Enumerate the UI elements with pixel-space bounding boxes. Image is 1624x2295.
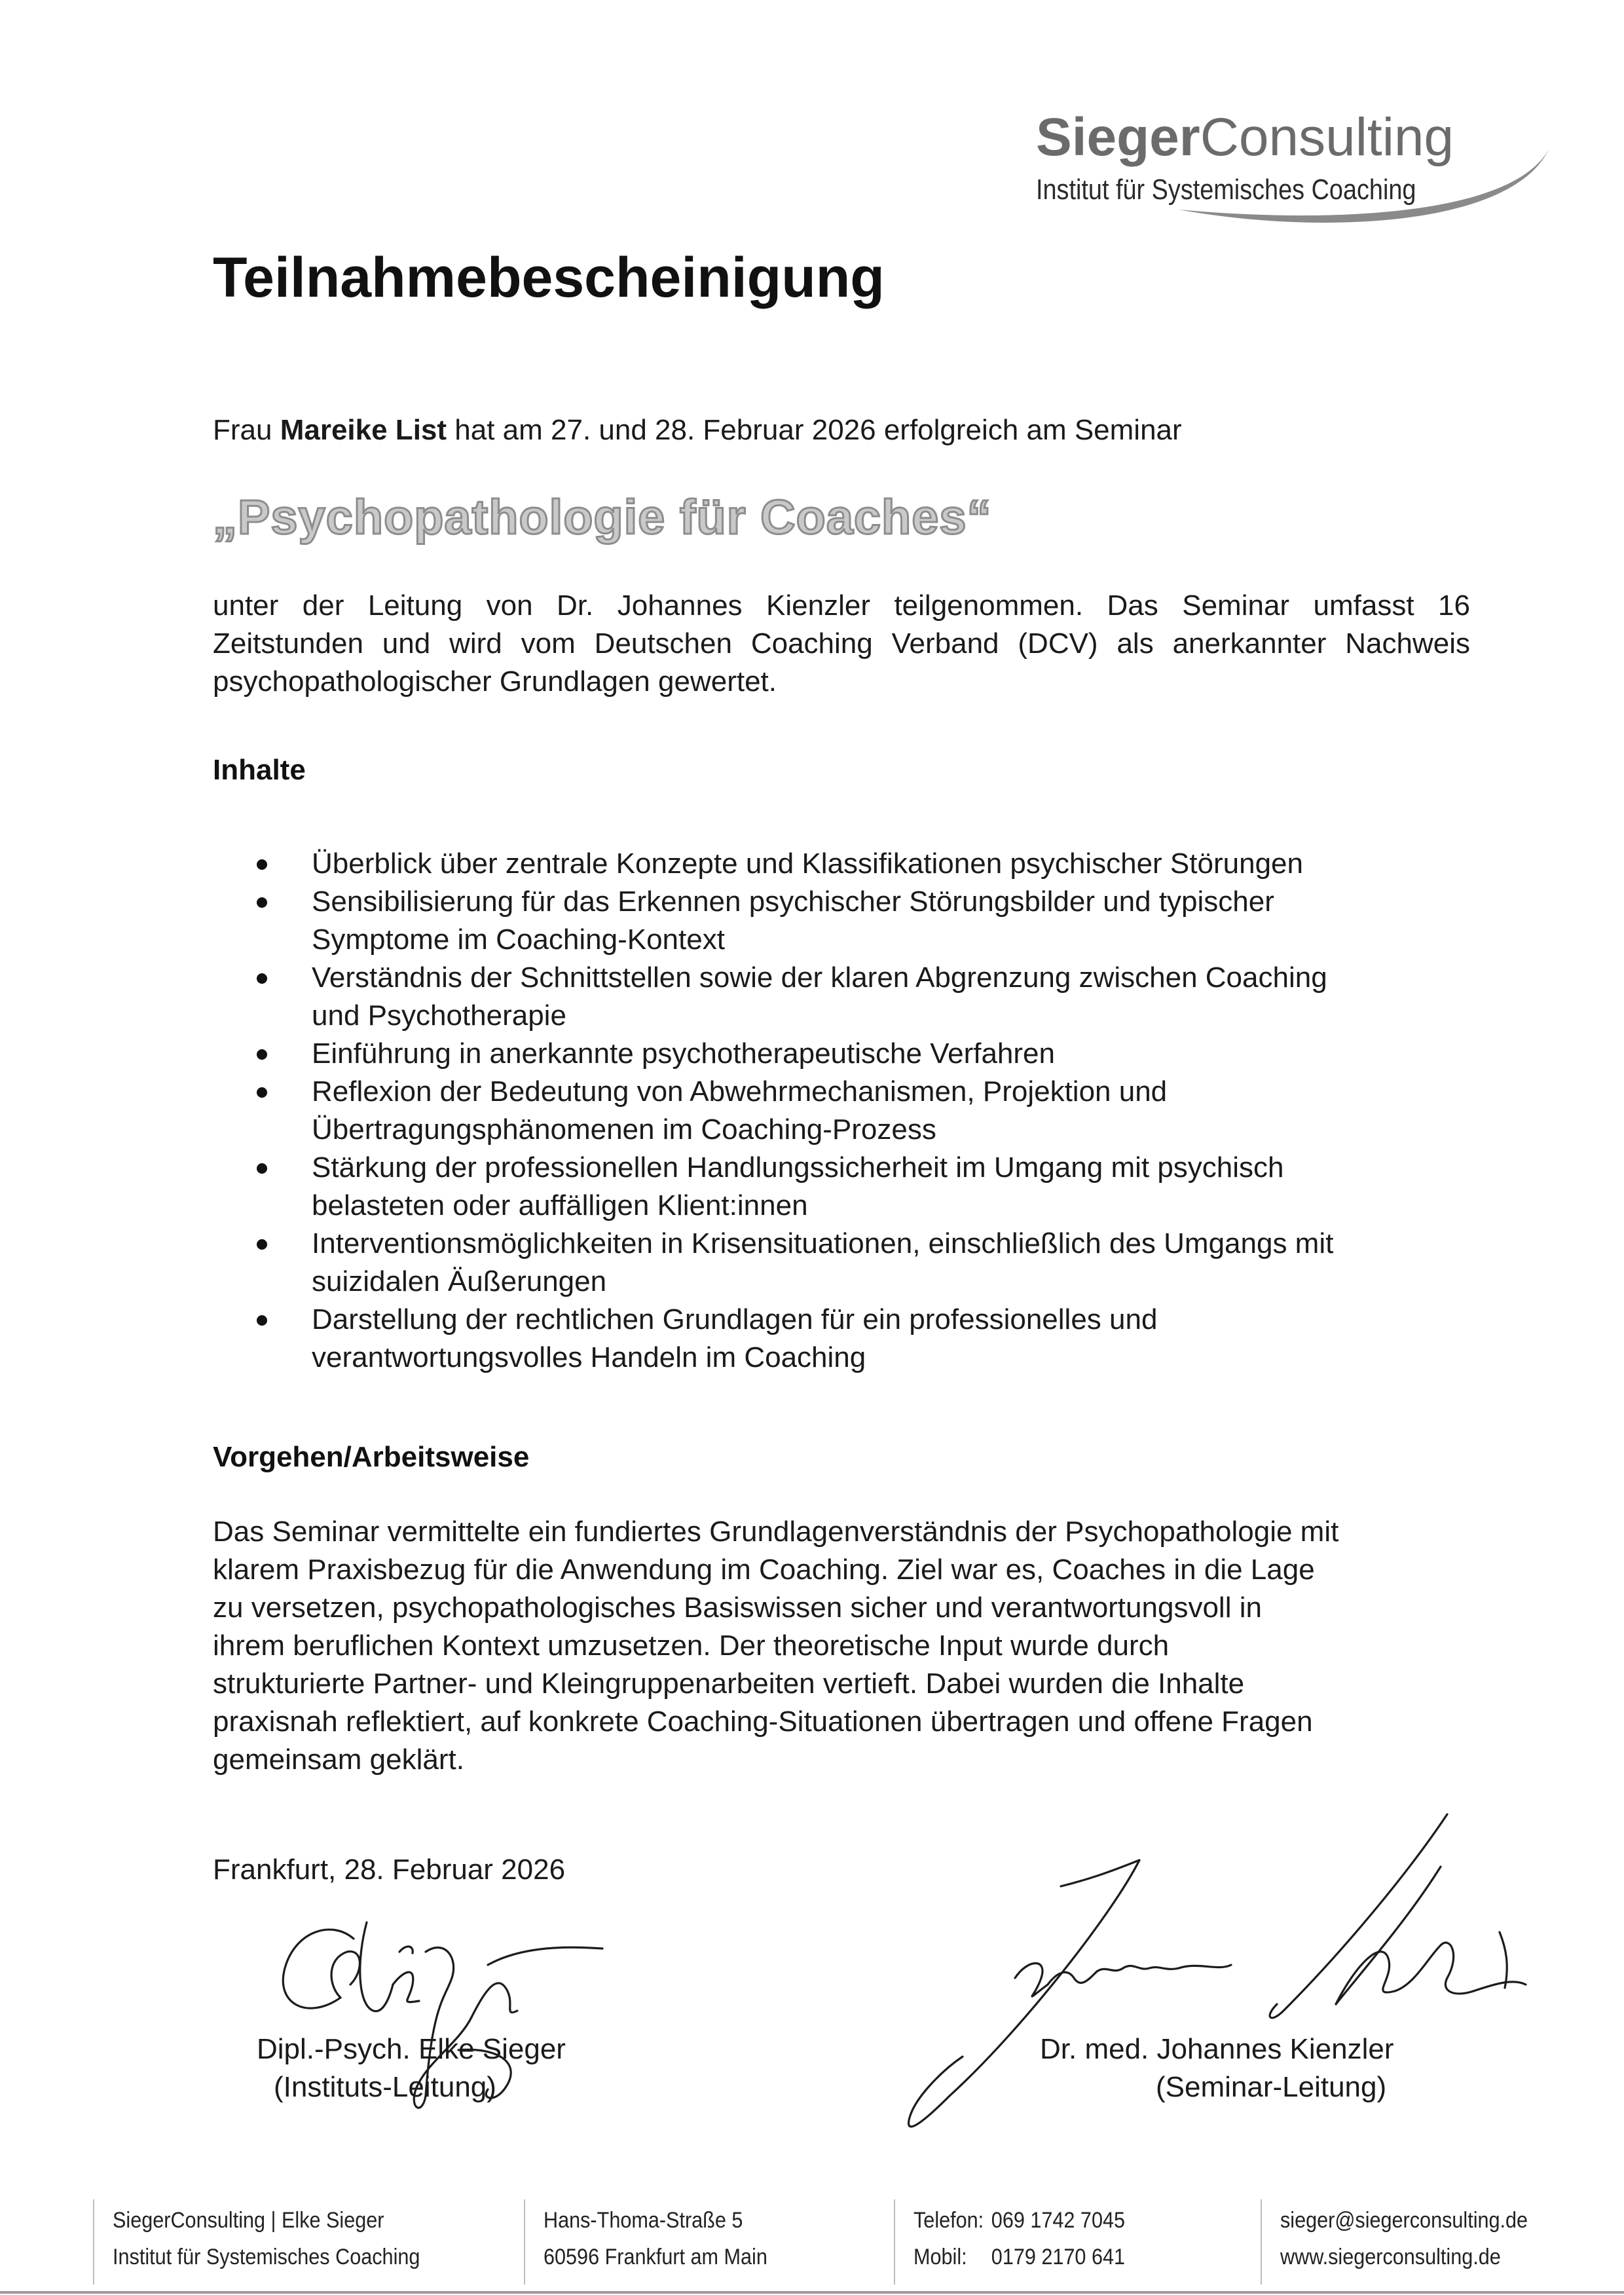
footer-mobile-label: Mobil: [913, 2245, 967, 2269]
list-item-text: Übertragungsphänomenen im Coaching-Prozess [312, 1113, 936, 1146]
footer-company [113, 2202, 420, 2275]
footer-mobile-number: 0179 2170 641 [991, 2245, 1126, 2269]
footer-phone-label: Telefon: [913, 2208, 984, 2233]
footer-contact [1280, 2202, 1528, 2275]
list-item [257, 883, 1501, 959]
bullet-icon [257, 1087, 267, 1098]
signer-left-name: Dipl.-Psych. Elke Sieger [257, 2033, 566, 2065]
description-line: Zeitstunden und wird vom Deutschen Coaching Verband (DCV) als anerkannter Nachweis [213, 627, 1470, 660]
bullet-icon [257, 973, 267, 984]
contents-heading: Inhalte [213, 754, 306, 786]
footer-mobile-row [913, 2239, 1125, 2275]
logo-brand [1036, 105, 1454, 170]
method-line: praxisnah reflektiert, auf konkrete Coaching-Situationen übertragen und offene Fragen [213, 1706, 1313, 1738]
logo-tagline: Institut für Systemisches Coaching [1036, 174, 1416, 206]
signer-right-name: Dr. med. Johannes Kienzler [1040, 2033, 1394, 2065]
bullet-icon [257, 1163, 267, 1174]
list-item-text: und Psychotherapie [312, 999, 566, 1032]
signer-right-role: (Seminar-Leitung) [1156, 2071, 1387, 2103]
method-line: ihrem beruflichen Kontext umzusetzen. Der theoretische Input wurde durch [213, 1630, 1170, 1662]
description-line: unter der Leitung von Dr. Johannes Kienzler teilgenommen. Das Seminar umfasst 16 [213, 589, 1470, 622]
list-item-text: Einführung in anerkannte psychotherapeutische Verfahren [312, 1037, 1055, 1070]
page-title: Teilnahmebescheinigung [213, 246, 885, 309]
company-logo [1028, 105, 1572, 242]
footer-phone-row [913, 2202, 1125, 2239]
list-item [257, 1149, 1501, 1225]
method-line: klarem Praxisbezug für die Anwendung im Coaching. Ziel war es, Coaches in die Lage [213, 1554, 1315, 1586]
bullet-icon [257, 897, 267, 908]
signer-left-role: (Instituts-Leitung) [274, 2071, 496, 2103]
footer-email[interactable]: sieger@siegerconsulting.de [1280, 2208, 1528, 2233]
footer-bottom-rule [0, 2291, 1624, 2294]
footer-phone-number: 069 1742 7045 [991, 2208, 1126, 2233]
bullet-icon [257, 859, 267, 870]
list-item-text: suizidalen Äußerungen [312, 1265, 607, 1297]
method-line: zu versetzen, psychopathologisches Basiswissen sicher und verantwortungsvoll in [213, 1592, 1262, 1624]
method-line: strukturierte Partner- und Kleingruppenarbeiten vertieft. Dabei wurden die Inhalte [213, 1668, 1245, 1700]
intro-prefix: Frau [213, 414, 280, 446]
footer-address [544, 2202, 767, 2275]
footer-company-subtitle: Institut für Systemisches Coaching [113, 2245, 420, 2269]
list-item-text: Überblick über zentrale Konzepte und Klassifikationen psychischer Störungen [312, 848, 1303, 880]
list-item [257, 959, 1501, 1035]
description-line: psychopathologischer Grundlagen gewertet. [213, 665, 777, 698]
method-line: Das Seminar vermittelte ein fundiertes Grundlagenverständnis der Psychopathologie mit [213, 1516, 1339, 1548]
logo-brand-bold: Sieger [1036, 107, 1200, 167]
method-text [213, 1513, 1470, 1779]
footer-website[interactable]: www.siegerconsulting.de [1280, 2245, 1501, 2269]
list-item-text: Darstellung der rechtlichen Grundlagen für ein professionelles und [312, 1303, 1158, 1335]
bullet-icon [257, 1315, 267, 1326]
bullet-icon [257, 1049, 267, 1060]
list-item [257, 1225, 1501, 1301]
list-item [257, 845, 1501, 883]
intro-suffix: hat am 27. und 28. Februar 2026 erfolgreich am Seminar [447, 414, 1182, 446]
footer-divider [93, 2199, 94, 2285]
list-item [257, 1035, 1501, 1073]
list-item-text: Stärkung der professionellen Handlungssicherheit im Umgang mit psychisch [312, 1151, 1284, 1184]
bullet-icon [257, 1239, 267, 1250]
seminar-description [213, 587, 1470, 701]
list-item-text: belasteten oder auffälligen Klient:innen [312, 1189, 808, 1222]
footer-divider [894, 2199, 895, 2285]
participant-name: Mareike List [280, 414, 447, 446]
footer-company-name: SiegerConsulting | Elke Sieger [113, 2208, 384, 2233]
method-heading: Vorgehen/Arbeitsweise [213, 1441, 530, 1473]
list-item-text: Interventionsmöglichkeiten in Krisensituationen, einschließlich des Umgangs mit [312, 1227, 1334, 1259]
footer-city: 60596 Frankfurt am Main [544, 2245, 767, 2269]
list-item-text: Verständnis der Schnittstellen sowie der klaren Abgrenzung zwischen Coaching [312, 961, 1327, 994]
footer-street: Hans-Thoma-Straße 5 [544, 2208, 743, 2233]
seminar-title: „Psychopathologie für Coaches“ [213, 490, 992, 544]
page-footer [0, 2193, 1624, 2295]
list-item-text: Symptome im Coaching-Kontext [312, 924, 725, 956]
place-date: Frankfurt, 28. Februar 2026 [213, 1854, 566, 1886]
method-line: gemeinsam geklärt. [213, 1744, 464, 1776]
footer-divider [524, 2199, 525, 2285]
footer-divider [1261, 2199, 1262, 2285]
intro-line [213, 411, 1182, 449]
footer-phone [913, 2202, 1125, 2275]
logo-brand-light: Consulting [1200, 107, 1454, 167]
list-item-text: verantwortungsvolles Handeln im Coaching [312, 1341, 866, 1373]
list-item-text: Reflexion der Bedeutung von Abwehrmechanismen, Projektion und [312, 1075, 1168, 1108]
list-item [257, 1301, 1501, 1377]
contents-list [257, 845, 1501, 1377]
list-item [257, 1073, 1501, 1149]
list-item-text: Sensibilisierung für das Erkennen psychischer Störungsbilder und typischer [312, 886, 1274, 918]
